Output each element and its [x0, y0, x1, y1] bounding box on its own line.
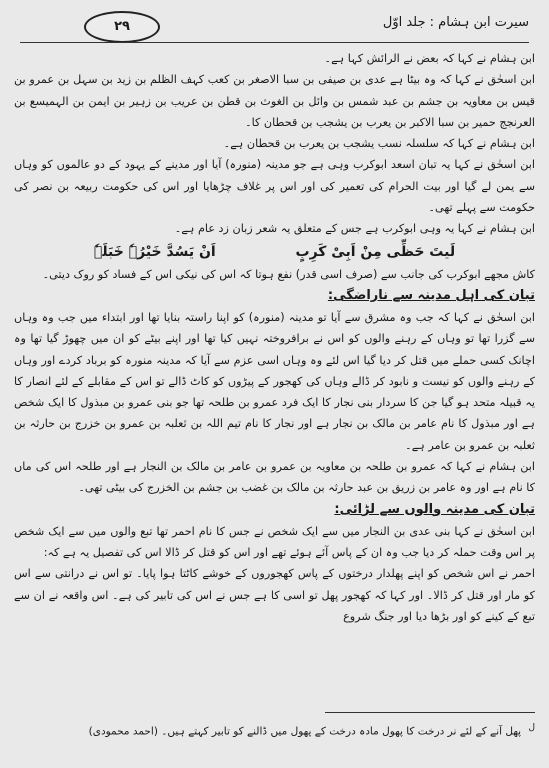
section-2-paragraph-2: احمر نے اس شخص کو اپنے پھلدار درختوں کے پاس کھجوروں کے خوشے کاٹتا ہوا پایا۔ تو اس نے درانتی سے اس کو مار اور قتل کر ڈالا۔ اور کہا کہ کھجور پھل تو اسی کا ہے جس نے اس کی تابیر کی ہے۔ اس واقعہ نے ان سے تبع کے کینے کو اور بڑھا دیا اور جنگ شروع: [14, 567, 535, 623]
header-divider: [20, 42, 529, 43]
section-heading-2: تبان کی مدینہ والوں سے لڑائی:: [334, 501, 535, 517]
footnote-text: پھل آنے کے لئے نر درخت کا پھول مادہ درخت کے پھول میں ڈالنے کو تابیر کہتے ہیں۔ (احمد محمودی): [88, 725, 522, 738]
footnote-divider: [325, 712, 535, 713]
paragraph: ابن اسحٰق نے کہا کہ وہ بیٹا ہے عدی بن صیفی بن سبا الاصغر بن کعب کہف الظلم بن زید بن سہل بن عمرو بن قیس بن معاویہ بن جشم بن عبد شمس بن وائل بن الغوث بن قطن بن عریب بن زہیر بن ایمن بن الہمیسع بن العرنجج حمیر بن سبا الاکبر بن یعرب بن یشجب بن قحطان کا۔: [14, 73, 535, 129]
page-number: ۲۹: [84, 11, 160, 43]
footnote: [14, 720, 535, 740]
section-2-paragraph: ابن اسحٰق نے کہا بنی عدی بن النجار میں سے ایک شخص نے جس کا نام احمر تھا تبع والوں میں سے ایک شخص پر اس وقت حملہ کر دیا جب وہ ان کے پاس آئے ہوئے تھے اور اس کو قتل کر ڈالا اس کی تفصیل یہ ہے کہ:: [14, 524, 535, 559]
running-title: سیرت ابن ہشام : جلد اوّل: [382, 15, 529, 30]
page-header: [14, 8, 535, 44]
verse-hemistich-2: اَنْ یَسُدَّ خَیْرُہٗ خَبَلَہٗ: [93, 243, 216, 260]
paragraph: ابن ہشام نے کہا کہ سلسلہ نسب یشجب بن یعرب بن قحطان ہے۔: [223, 137, 535, 151]
section-1-paragraph: ابن اسحٰق نے کہا کہ جب وہ مشرق سے آیا تو مدینہ (منورہ) کو اپنا راستہ بنایا تھا اور ابتداء میں جب وہ وہاں سے گزرا تھا تو وہاں کے رہنے والوں کو اس نے برافروختہ نہیں کیا تھا اور اپنے بیٹے کو ان میں چھوڑ گیا تھا وہ اچانک کسی حملے میں قتل کر دیا گیا اس لئے وہ وہاں اسی عزم سے آیا کہ مدینہ منورہ کو برباد کردے اور وہاں کے رہنے والوں کو نیست و نابود کر ڈالے وہاں کی کھجور کے پیڑوں کو کاٹ ڈالے تو اس کے مقابلے کے لئے انصار کا یہ قبیلہ متحد ہو گیا جن کا سردار بنی نجار کا ایک فرد عمرو بن طلحہ تھا جو بنی عمرو بن مبذول کا ایک شخص ہے اور مبذول کا نام عامر بن مالک بن نجار ہے اور نجار کا نام تیم اللہ بن ثعلبہ بن عمرو بن خزرج بن حارثہ بن ثعلبہ بن عمرو بن عامر ہے۔: [14, 310, 535, 452]
section-1-paragraph-2: ابن ہشام نے کہا کہ عمرو بن طلحہ بن معاویہ بن عمرو بن عامر بن مالک بن النجار ہے اور طلحہ اس کی ماں کا نام ہے اور وہ عامر بن زریق بن عبد حارثہ بن مالک بن غضب بن جشم بن الخزرج کی بیٹی تھی۔: [14, 460, 535, 495]
footnote-marker: ل: [528, 723, 535, 733]
verse-translation: کاش مجھے ابوکرب کی جانب سے (صرف اسی قدر) نفع ہوتا کہ اس کی نیکی اس کے فساد کو روک دیتی۔: [42, 267, 535, 281]
arabic-verse: [14, 240, 535, 264]
verse-hemistich-1: لَیتَ حَظِّی مِنْ اَبِیْ کَرِبٍ: [295, 243, 456, 260]
paragraph: ابن اسحٰق نے کہا یہ تبان اسعد ابوکرب وہی ہے جو مدینہ (منورہ) آیا اور مدینے کے یہود کے دو عالموں کو وہاں سے یمن لے گیا اور بیت الحرام کی تعمیر کی اور اس پر غلاف چڑھایا اور اس کی حکومت ربیعہ بن نصر کی حکومت سے پہلے تھی۔: [14, 158, 535, 215]
page-body: [14, 48, 535, 627]
paragraph: ابن ہشام نے کہا کہ بعض نے الرائش کہا ہے۔: [324, 52, 535, 65]
paragraph: ابن ہشام نے کہا یہ وہی ابوکرب ہے جس کے متعلق یہ شعر زبان زد عام ہے۔: [174, 222, 535, 236]
section-heading-1: تبان کی اہل مدینہ سے ناراضگی:: [327, 287, 535, 303]
